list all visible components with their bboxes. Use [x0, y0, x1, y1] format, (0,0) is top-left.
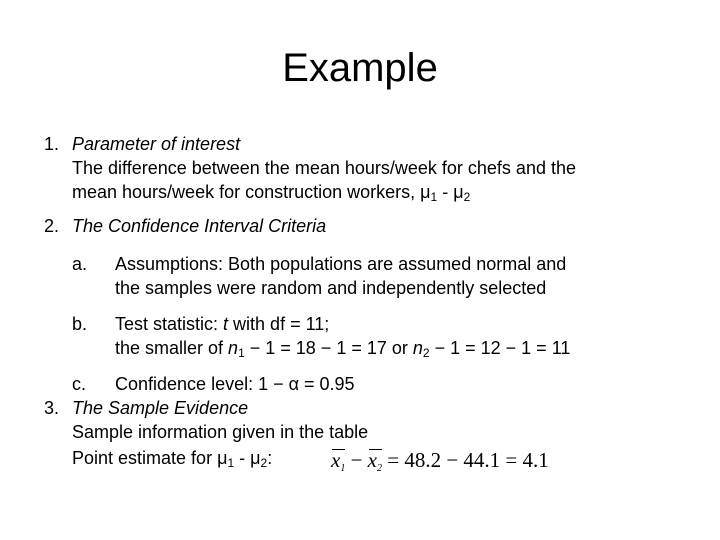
- item-2-heading: The Confidence Interval Criteria: [72, 216, 327, 236]
- item-1-line-2: mean hours/week for construction workers, $\mu_1 - \mu_2$: [72, 182, 471, 204]
- xbar-1: $x_1$: [331, 448, 346, 474]
- xbar-2: $x_2$: [367, 448, 382, 474]
- item-1-number: 1.: [44, 134, 60, 154]
- formula-result: = 48.2 − 44.1 = 4.1: [382, 448, 549, 472]
- item-2c-label: c.: [72, 374, 87, 394]
- item-2b-line-1: Test statistic: t with df = 11;: [115, 314, 330, 334]
- point-estimate-formula: $x_1 - x_2 = 48.2 - 44.1 = 4.1$: [331, 448, 549, 474]
- item-2a-line-2: the samples were random and independently selected: [115, 278, 547, 298]
- item-2b-line-2: the smaller of $n_1 - 1 = 18 - 1 = 17$ or $n_2 - 1 = 12 - 1 = 11$: [115, 338, 571, 360]
- item-1-heading: Parameter of interest: [72, 134, 241, 154]
- slide-title: Example: [282, 46, 438, 90]
- item-3-line-1: Sample information given in the table: [72, 422, 369, 442]
- item-2b-label: b.: [72, 314, 88, 334]
- item-3-heading: The Sample Evidence: [72, 398, 249, 418]
- item-2-number: 2.: [44, 216, 60, 236]
- item-1-line-1: The difference between the mean hours/week for chefs and the: [72, 158, 576, 178]
- item-3-line-2: Point estimate for $\mu_1 - \mu_2$:: [72, 448, 273, 470]
- item-3-number: 3.: [44, 398, 60, 418]
- item-2c-line: Confidence level: 1 − α = 0.95: [115, 374, 355, 394]
- item-2a-line-1: Assumptions: Both populations are assumed normal and: [115, 254, 567, 274]
- item-2a-label: a.: [72, 254, 88, 274]
